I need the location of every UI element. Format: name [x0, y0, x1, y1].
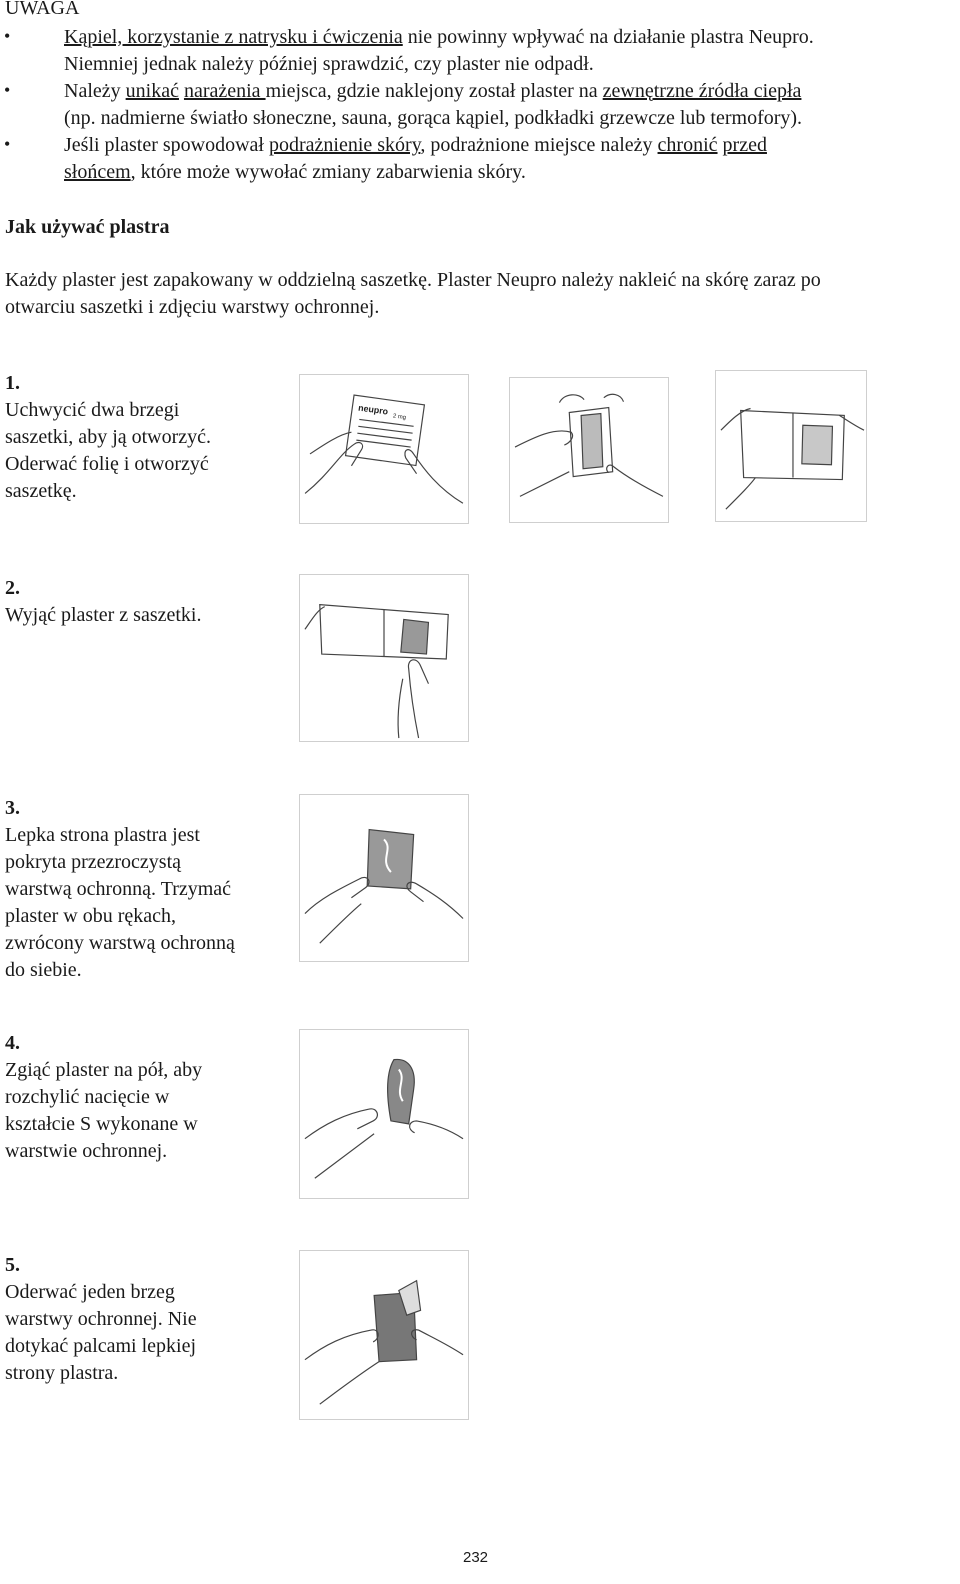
step-2-text — [5, 575, 201, 629]
step-1-text — [5, 370, 211, 505]
sachet-dose-label: 2 mg — [392, 413, 407, 422]
step-number: 1. — [5, 372, 20, 394]
step-line: Oderwać jeden brzeg — [5, 1281, 175, 1303]
bullet-line — [64, 159, 526, 186]
open-sachet-illustration — [299, 374, 469, 524]
opened-sachet-illustration — [715, 370, 867, 522]
step-line: plaster w obu rękach, — [5, 905, 177, 927]
text-segment: , które może wywołać zmiany zabarwienia skóry. — [130, 161, 526, 183]
bullet-icon: • — [4, 134, 11, 154]
step-line: Wyjąć plaster z saszetki. — [5, 604, 202, 626]
underlined-text: słońcem — [64, 161, 131, 183]
step-line: saszetki, aby ją otworzyć. — [5, 426, 212, 448]
warning-list — [0, 24, 960, 186]
bullet-line — [64, 78, 801, 105]
step-line: pokryta przezroczystą — [5, 851, 182, 873]
step-line: zwrócony warstwą ochronną — [5, 932, 235, 954]
intro-line-1: Każdy plaster jest zapakowany w oddzielną saszetkę. Plaster Neupro należy nakleić na skórę zaraz po — [5, 269, 821, 291]
text-segment: Należy — [64, 80, 126, 102]
text-segment: Niemniej jednak należy później sprawdzić, czy plaster nie odpadł. — [64, 53, 594, 75]
bullet-line — [64, 24, 814, 51]
step-line: rozchylić nacięcie w — [5, 1086, 170, 1108]
step-line: Oderwać folię i otworzyć — [5, 453, 209, 475]
bullet-line — [64, 51, 594, 78]
step-line: Zgiąć plaster na pół, aby — [5, 1059, 203, 1081]
sachet-brand-label: neupro — [357, 402, 389, 417]
underlined-text: przed — [722, 134, 767, 156]
step-4-text — [5, 1030, 202, 1165]
step-line: warstwą ochronną. Trzymać — [5, 878, 232, 900]
warning-bullet-3 — [0, 132, 960, 186]
step-line: strony plastra. — [5, 1362, 119, 1384]
step-number: 2. — [5, 577, 20, 599]
warning-heading: UWAGA — [5, 0, 80, 19]
step-number: 4. — [5, 1032, 20, 1054]
bullet-icon: • — [4, 80, 11, 100]
step-line: do siebie. — [5, 959, 82, 981]
underlined-text: podrażnienie skóry — [268, 134, 421, 156]
step-5-text — [5, 1252, 197, 1387]
step-number: 3. — [5, 797, 20, 819]
step-number: 5. — [5, 1254, 20, 1276]
text-segment: nie powinny wpływać na działanie plastra Neupro. — [402, 26, 814, 48]
text-segment: , podrażnione miejsce należy — [420, 134, 658, 156]
step-line: Uchwycić dwa brzegi — [5, 399, 180, 421]
step-3-text — [5, 795, 235, 984]
bend-patch-illustration — [299, 1029, 469, 1199]
intro-line-2: otwarciu saszetki i zdjęciu warstwy ochronnej. — [5, 296, 380, 318]
underlined-text: Kąpiel, korzystanie z natrysku i ćwiczenia — [64, 26, 403, 48]
text-segment: miejsca, gdzie naklejony został plaster na — [265, 80, 603, 102]
text-segment: Jeśli plaster spowodował — [64, 134, 269, 156]
tear-sachet-illustration — [509, 377, 669, 523]
step-line: kształcie S wykonane w — [5, 1113, 198, 1135]
page-number: 232 — [463, 1549, 489, 1566]
warning-bullet-2 — [0, 78, 960, 132]
bullet-icon: • — [4, 26, 11, 46]
section-heading: Jak używać plastra — [5, 216, 170, 238]
hold-patch-illustration — [299, 794, 469, 962]
underlined-text: unikać — [125, 80, 179, 102]
bullet-line — [64, 132, 767, 159]
underlined-text: zewnętrzne źródła ciepła — [602, 80, 802, 102]
step-line: Lepka strona plastra jest — [5, 824, 200, 846]
text-segment: (np. nadmierne światło słoneczne, sauna, gorąca kąpiel, podkładki grzewcze lub termofory). — [64, 107, 803, 129]
step-line: dotykać palcami lepkiej — [5, 1335, 197, 1357]
underlined-text: narażenia — [183, 80, 266, 102]
step-line: warstwie ochronnej. — [5, 1140, 168, 1162]
bullet-line — [64, 105, 802, 132]
underlined-text: chronić — [657, 134, 718, 156]
step-line: saszetkę. — [5, 480, 77, 502]
warning-bullet-1 — [0, 24, 960, 78]
remove-patch-illustration — [299, 574, 469, 742]
peel-liner-illustration — [299, 1250, 469, 1420]
step-line: warstwy ochronnej. Nie — [5, 1308, 197, 1330]
